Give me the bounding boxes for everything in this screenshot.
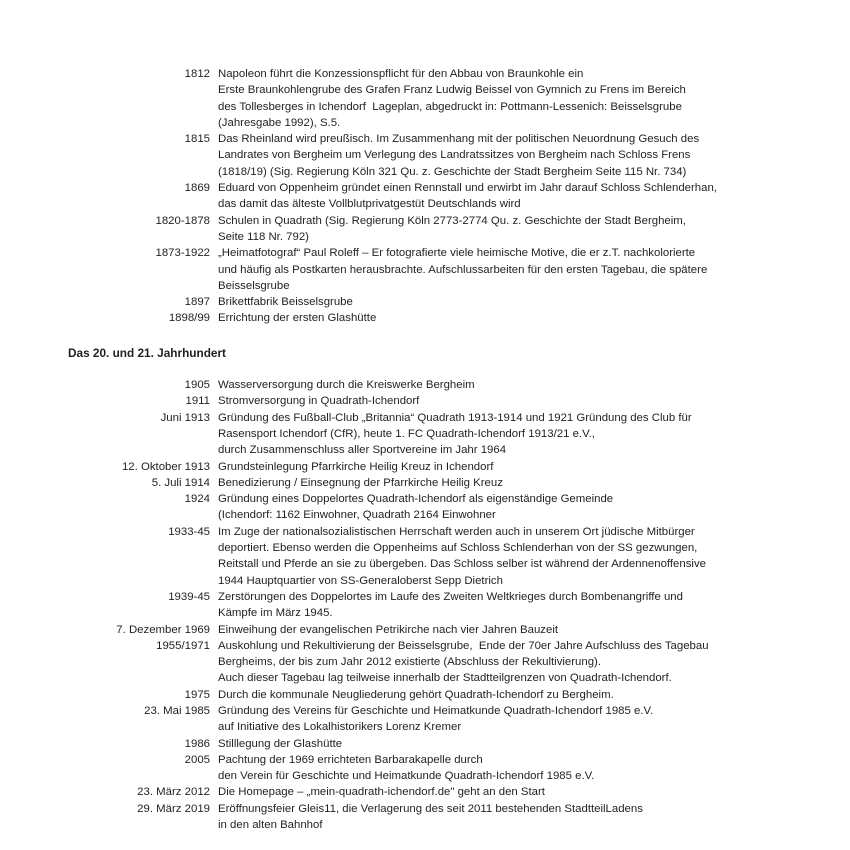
- timeline-entry-text: [210, 507, 850, 523]
- timeline-entry-text: [210, 294, 850, 310]
- timeline-entry-line: Gründung des Fußball-Club „Britannia“ Quadrath 1913-1914 und 1921 Gründung des Club für: [218, 411, 692, 424]
- timeline-entry-date: 5. Juli 1914: [151, 476, 210, 489]
- timeline-entry-date: 29. März 2019: [137, 802, 210, 815]
- timeline-entry-line: „Heimatfotograf“ Paul Roleff – Er fotografierte viele heimische Motive, die er z.T. nachkolorierte: [218, 247, 696, 260]
- timeline-entry-row: [0, 229, 850, 245]
- timeline-entry-row: [0, 262, 850, 278]
- timeline-entry-row: [0, 654, 850, 670]
- timeline-entry-text: [210, 524, 850, 540]
- section-spacer-bottom: [0, 361, 850, 377]
- timeline-entry-text: [210, 736, 850, 752]
- timeline-entry-text: [210, 410, 850, 426]
- timeline-entry-row: [0, 736, 850, 752]
- timeline-entry-row: [0, 540, 850, 556]
- timeline-entry-row: [0, 410, 850, 426]
- timeline-entry-line: Bergheims, der bis zum Jahr 2012 existierte (Abschluss der Rekultivierung).: [218, 656, 602, 669]
- timeline-entry-line: Die Homepage – „mein-quadrath-ichendorf.de" geht an den Start: [218, 786, 545, 799]
- timeline-entry-line: in den alten Bahnhof: [218, 819, 323, 832]
- timeline-entry-date: 1820-1878: [155, 214, 210, 227]
- timeline-entry-date: 1815: [184, 133, 210, 146]
- timeline-entry-line: den Verein für Geschichte und Heimatkunde Quadrath-Ichendorf 1985 e.V.: [218, 770, 595, 783]
- timeline-entry-line: Stilllegung der Glashütte: [218, 737, 343, 750]
- timeline-entry-row: [0, 670, 850, 686]
- timeline-entry-line: Rasensport Ichendorf (CfR), heute 1. FC Quadrath-Ichendorf 1913/21 e.V.,: [218, 427, 595, 440]
- timeline-entries-part2: [0, 377, 850, 833]
- timeline-entry-text: [210, 99, 850, 115]
- timeline-entry-text: [210, 589, 850, 605]
- timeline-entry-line: Gründung eines Doppelortes Quadrath-Ichendorf als eigenständige Gemeinde: [218, 493, 614, 506]
- timeline-entry-text: [210, 687, 850, 703]
- timeline-entry-text: [210, 670, 850, 686]
- timeline-entry-text: [210, 817, 850, 833]
- timeline-entry-row: [0, 605, 850, 621]
- timeline-entry-date: 1911: [185, 395, 210, 408]
- timeline-entry-row: [0, 82, 850, 98]
- timeline-entry-row: [0, 622, 850, 638]
- timeline-entry-date: 1869: [184, 182, 210, 195]
- timeline-entry-line: Im Zuge der nationalsozialistischen Herrschaft werden auch in unserem Ort jüdische Mitbürger: [218, 525, 695, 538]
- timeline-entry-line: (1818/19) (Sig. Regierung Köln 321 Qu. z. Geschichte der Stadt Bergheim Seite 115 Nr. 734): [218, 165, 687, 178]
- timeline-entry-text: [210, 180, 850, 196]
- timeline-entry-text: [210, 66, 850, 82]
- timeline-entry-date: 1955/1971: [156, 639, 210, 652]
- timeline-entry-row: [0, 475, 850, 491]
- timeline-entry-date: Juni 1913: [160, 411, 210, 424]
- timeline-entry-row: [0, 131, 850, 147]
- timeline-entry-text: [210, 229, 850, 245]
- timeline-entry-text: [210, 442, 850, 458]
- timeline-entry-date: 1873-1922: [155, 247, 210, 260]
- timeline-entry-text: [210, 164, 850, 180]
- timeline-entry-date: 1897: [184, 296, 210, 309]
- timeline-entry-date: 1933-45: [168, 525, 210, 538]
- timeline-entry-row: [0, 310, 850, 326]
- timeline-entry-date: 1898/99: [168, 312, 210, 325]
- timeline-entry-line: Einweihung der evangelischen Petrikirche nach vier Jahren Bauzeit: [218, 623, 559, 636]
- timeline-entry-row: [0, 393, 850, 409]
- timeline-entry-line: Landrates von Bergheim um Verlegung des Landratssitzes von Bergheim nach Schloss Frens: [218, 149, 691, 162]
- timeline-entry-date: 1939-45: [168, 590, 210, 603]
- timeline-entry-line: Kämpfe im März 1945.: [218, 607, 333, 620]
- timeline-entry-line: Errichtung der ersten Glashütte: [218, 312, 377, 325]
- timeline-entry-line: Schulen in Quadrath (Sig. Regierung Köln 2773-2774 Qu. z. Geschichte der Stadt Bergheim,: [218, 214, 686, 227]
- timeline-entry-line: und häufig als Postkarten herausbrachte. Aufschlussarbeiten für den ersten Tagebau, die spätere: [218, 263, 708, 276]
- timeline-entry-row: [0, 442, 850, 458]
- timeline-entry-row: [0, 245, 850, 261]
- timeline-entry-line: Auskohlung und Rekultivierung der Beisselsgrube, Ende der 70er Jahre Aufschluss des Tagebau: [218, 639, 709, 652]
- timeline-entry-line: Erste Braunkohlengrube des Grafen Franz Ludwig Beissel von Gymnich zu Frens im Bereich: [218, 84, 686, 97]
- timeline-entry-date: 12. Oktober 1913: [121, 460, 210, 473]
- timeline-entry-row: [0, 817, 850, 833]
- timeline-entry-text: [210, 82, 850, 98]
- timeline-entry-row: [0, 196, 850, 212]
- timeline-entry-text: [210, 605, 850, 621]
- timeline-entry-row: [0, 180, 850, 196]
- timeline-entry-text: [210, 768, 850, 784]
- section-heading-20th-21st-century: Das 20. und 21. Jahrhundert: [68, 345, 226, 360]
- timeline-entry-text: [210, 752, 850, 768]
- timeline-entry-row: [0, 687, 850, 703]
- timeline-entry-text: [210, 654, 850, 670]
- timeline-entry-text: [210, 213, 850, 229]
- timeline-entry-line: Eröffnungsfeier Gleis11, die Verlagerung des seit 2011 bestehenden StadtteilLadens: [218, 802, 643, 815]
- timeline-entry-line: das damit das älteste Vollblutprivatgestüt Deutschlands wird: [218, 198, 521, 211]
- timeline-entry-row: [0, 115, 850, 131]
- timeline-entry-date: 1924: [184, 493, 210, 506]
- timeline-entry-text: [210, 784, 850, 800]
- timeline-entry-line: Grundsteinlegung Pfarrkirche Heilig Kreuz in Ichendorf: [218, 460, 494, 473]
- timeline-entry-row: [0, 278, 850, 294]
- timeline-entry-line: Auch dieser Tagebau lag teilweise innerhalb der Stadtteilgrenzen von Quadrath-Ichendorf.: [218, 672, 672, 685]
- timeline-entry-line: Durch die kommunale Neugliederung gehört Quadrath-Ichendorf zu Bergheim.: [218, 688, 614, 701]
- timeline-entry-row: [0, 638, 850, 654]
- timeline-entry-row: [0, 703, 850, 719]
- timeline-entry-row: [0, 573, 850, 589]
- timeline-entry-text: [210, 262, 850, 278]
- timeline-entry-text: [210, 393, 850, 409]
- timeline-entry-row: [0, 213, 850, 229]
- timeline-entry-row: [0, 752, 850, 768]
- timeline-entry-row: [0, 556, 850, 572]
- timeline-entry-line: Reitstall und Pferde an sie zu übergeben. Das Schloss selber ist während der Ardennenoffensive: [218, 558, 706, 571]
- timeline-entry-row: [0, 147, 850, 163]
- timeline-entry-row: [0, 801, 850, 817]
- timeline-entry-text: [210, 540, 850, 556]
- timeline-entry-line: Zerstörungen des Doppelortes im Laufe des Zweiten Weltkrieges durch Bombenangriffe und: [218, 590, 683, 603]
- timeline-entry-date: 7. Dezember 1969: [116, 623, 210, 636]
- timeline-entry-date: 1905: [184, 379, 210, 392]
- timeline-entry-text: [210, 131, 850, 147]
- timeline-entry-line: Seite 118 Nr. 792): [218, 230, 309, 243]
- timeline-entry-text: [210, 719, 850, 735]
- timeline-entry-line: Stromversorgung in Quadrath-Ichendorf: [218, 395, 420, 408]
- timeline-entry-text: [210, 278, 850, 294]
- timeline-entry-text: [210, 556, 850, 572]
- timeline-entry-text: [210, 703, 850, 719]
- timeline-entry-line: 1944 Hauptquartier von SS-Generaloberst Sepp Dietrich: [218, 574, 503, 587]
- timeline-entry-text: [210, 426, 850, 442]
- timeline-entry-row: [0, 99, 850, 115]
- timeline-entry-line: deportiert. Ebenso werden die Oppenheims auf Schloss Schlenderhan von der SS gezwungen,: [218, 542, 698, 555]
- timeline-entry-text: [210, 377, 850, 393]
- timeline-entry-row: [0, 524, 850, 540]
- timeline-entry-row: [0, 164, 850, 180]
- timeline-entry-date: 2005: [184, 753, 210, 766]
- timeline-entry-text: [210, 310, 850, 326]
- timeline-entry-row: [0, 426, 850, 442]
- timeline-entries-part1: [0, 66, 850, 327]
- timeline-entry-line: Benedizierung / Einsegnung der Pfarrkirche Heilig Kreuz: [218, 476, 503, 489]
- timeline-entry-line: Beisselsgrube: [218, 279, 290, 292]
- timeline-entry-row: [0, 377, 850, 393]
- timeline-entry-text: [210, 475, 850, 491]
- timeline-entry-line: Eduard von Oppenheim gründet einen Rennstall und erwirbt im Jahr darauf Schloss Schlenderhan,: [218, 182, 717, 195]
- timeline-entry-text: [210, 491, 850, 507]
- timeline-entry-text: [210, 459, 850, 475]
- timeline-entry-text: [210, 801, 850, 817]
- timeline-entry-row: [0, 507, 850, 523]
- timeline-entry-line: Brikettfabrik Beisselsgrube: [218, 296, 353, 309]
- timeline-entry-line: (Ichendorf: 1162 Einwohner, Quadrath 2164 Einwohner: [218, 509, 496, 522]
- timeline-entry-line: Napoleon führt die Konzessionspflicht für den Abbau von Braunkohle ein: [218, 68, 584, 80]
- timeline-entry-line: des Tollesberges in Ichendorf Lageplan, abgedruckt in: Pottmann-Lessenich: Beisselsgrube: [218, 100, 682, 113]
- timeline-entry-row: [0, 589, 850, 605]
- timeline-entry-date: 23. Mai 1985: [144, 704, 210, 717]
- section-spacer-top: [0, 327, 850, 345]
- timeline-entry-line: Das Rheinland wird preußisch. Im Zusammenhang mit der politischen Neuordnung Gesuch des: [218, 133, 700, 146]
- timeline-entry-row: [0, 66, 850, 82]
- timeline-entry-date: 23. März 2012: [137, 786, 210, 799]
- timeline-entry-row: [0, 459, 850, 475]
- timeline-entry-text: [210, 147, 850, 163]
- timeline-entry-text: [210, 245, 850, 261]
- timeline-entry-line: Wasserversorgung durch die Kreiswerke Bergheim: [218, 379, 475, 392]
- timeline-entry-date: 1812: [184, 68, 210, 80]
- timeline-entry-text: [210, 573, 850, 589]
- timeline-entry-line: durch Zusammenschluss aller Sportvereine im Jahr 1964: [218, 444, 507, 457]
- timeline-entry-line: (Jahresgabe 1992), S.5.: [218, 116, 341, 129]
- timeline-entry-text: [210, 196, 850, 212]
- timeline-entry-text: [210, 622, 850, 638]
- timeline-entry-line: Gründung des Vereins für Geschichte und Heimatkunde Quadrath-Ichendorf 1985 e.V.: [218, 704, 654, 717]
- timeline-entry-text: [210, 115, 850, 131]
- timeline-entry-line: Pachtung der 1969 errichteten Barbarakapelle durch: [218, 753, 483, 766]
- timeline-section-20th-21st-century: [0, 377, 850, 833]
- timeline-entry-row: [0, 719, 850, 735]
- timeline-entry-row: [0, 491, 850, 507]
- timeline-entry-row: [0, 294, 850, 310]
- timeline-entry-line: auf Initiative des Lokalhistorikers Lorenz Kremer: [218, 721, 462, 734]
- timeline-entry-date: 1975: [184, 688, 210, 701]
- timeline-entry-row: [0, 784, 850, 800]
- timeline-section-19th-century: [0, 66, 850, 327]
- timeline-entry-row: [0, 768, 850, 784]
- timeline-entry-text: [210, 638, 850, 654]
- timeline-entry-date: 1986: [184, 737, 210, 750]
